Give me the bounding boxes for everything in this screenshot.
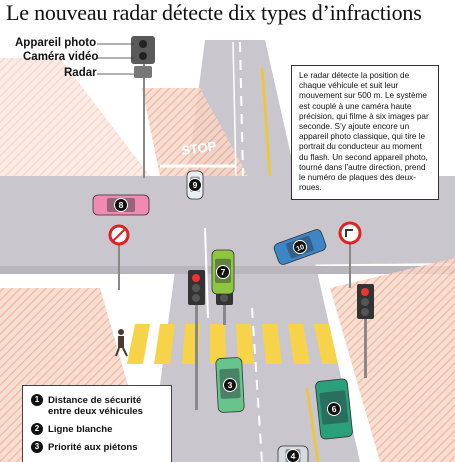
info-box: Le radar détecte la position de chaque véhicule et suit leur mouvement sur 500 m. Le système est couplé à une caméra haute précision, qui filme à six images par seconde. S’y ajoute encore un appareil photo classique, qui tire le portrait du conducteur au moment du flash. Un second appareil photo, tourné dans l’autre direction, prend le numéro de plaques des deux-roues. [291,65,439,200]
label-leaders [97,44,134,74]
page-title: Le nouveau radar détecte dix types d’infractions [6,0,422,25]
vehicle-8 [93,195,149,215]
label-appareil-photo: Appareil photo [15,37,97,49]
vehicle-number: 7 [220,267,226,277]
legend-item [31,442,165,453]
stop-road-marking: STOP [180,138,218,159]
label-radar: Radar [64,67,97,79]
legend-number: 2 [31,423,43,435]
legend-text: Ligne blanche [48,424,113,435]
vehicle-number: 6 [331,403,337,415]
vehicle-4 [278,446,308,462]
legend-text: Priorité aux piétons [48,442,138,453]
vehicle-9 [187,171,203,199]
legend-number: 3 [31,441,43,453]
legend-item [31,424,165,435]
vehicle-number: 10 [295,243,306,254]
pedestrian-icon [116,329,127,356]
legend-item [31,395,165,417]
vehicle-7 [212,250,234,294]
vehicle-number: 9 [192,180,198,190]
legend-text: Distance de sécurité entre deux véhicules [48,395,143,417]
label-camera-video: Caméra vidéo [23,51,99,63]
vehicle-3 [216,357,245,412]
legend-number: 1 [31,394,43,406]
vehicle-6 [315,378,353,439]
vehicle-number: 4 [290,451,296,461]
legend [22,385,172,462]
vehicle-number: 3 [227,379,233,391]
vehicle-number: 8 [118,200,124,210]
